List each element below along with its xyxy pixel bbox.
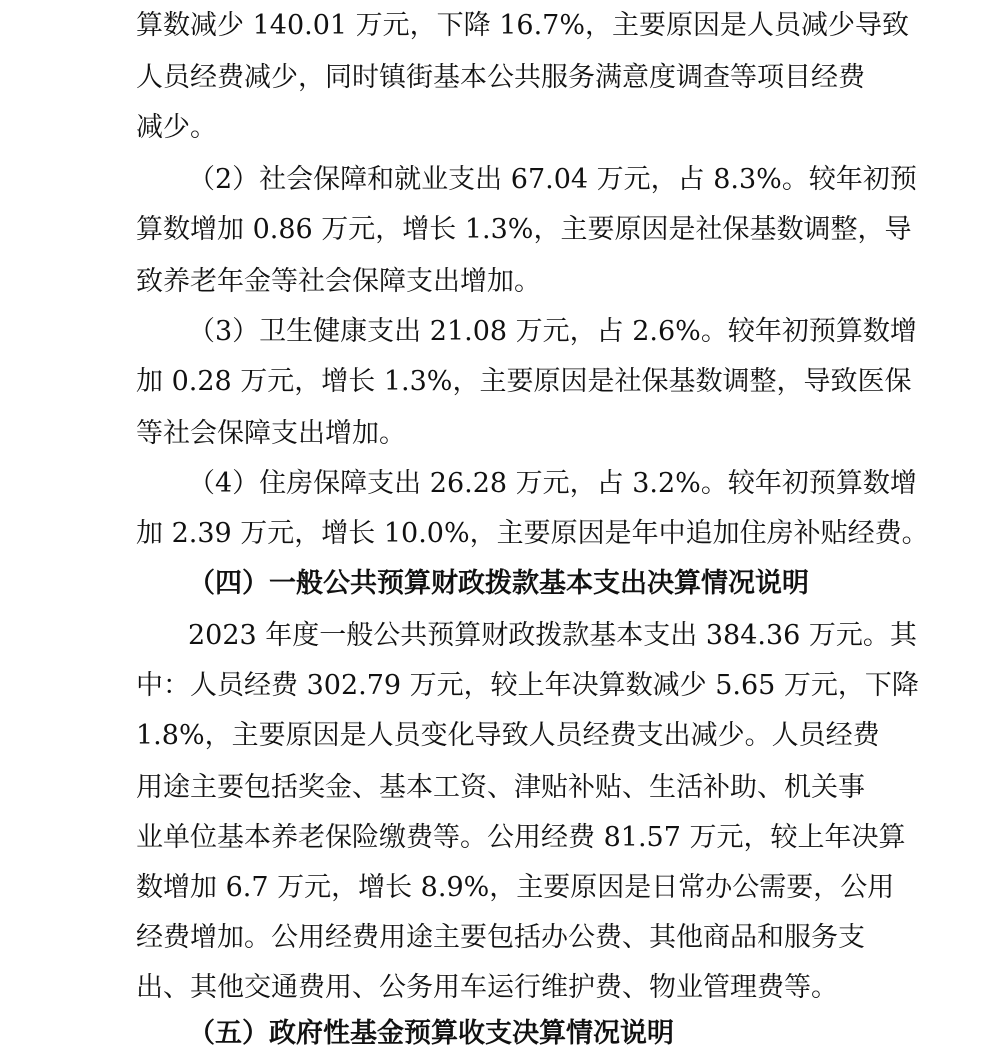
text-line: 致养老年金等社会保障支出增加。 <box>136 266 541 297</box>
text-line: （3）卫生健康支出 21.08 万元，占 2.6%。较年初预算数增 <box>188 316 917 347</box>
text-line: 数增加 6.7 万元，增长 8.9%，主要原因是日常办公需要，公用 <box>136 872 895 903</box>
text-line: 减少。 <box>136 112 217 143</box>
text-line: 经费增加。公用经费用途主要包括办公费、其他商品和服务支 <box>136 922 865 953</box>
text-line: 1.8%，主要原因是人员变化导致人员经费支出减少。人员经费 <box>136 720 880 751</box>
text-line: 加 2.39 万元，增长 10.0%，主要原因是年中追加住房补贴经费。 <box>136 518 929 549</box>
text-line: （2）社会保障和就业支出 67.04 万元，占 8.3%。较年初预 <box>188 164 917 195</box>
text-line: 人员经费减少，同时镇街基本公共服务满意度调查等项目经费 <box>136 62 865 93</box>
text-line: 出、其他交通费用、公务用车运行维护费、物业管理费等。 <box>136 972 838 1003</box>
text-line: 加 0.28 万元，增长 1.3%，主要原因是社保基数调整，导致医保 <box>136 366 912 397</box>
text-line: 算数减少 140.01 万元，下降 16.7%，主要原因是人员减少导致 <box>136 10 909 41</box>
text-line: 中：人员经费 302.79 万元，较上年决算数减少 5.65 万元，下降 <box>136 670 919 701</box>
text-line: 用途主要包括奖金、基本工资、津贴补贴、生活补助、机关事 <box>136 772 865 803</box>
section-heading: （五）政府性基金预算收支决算情况说明 <box>188 1018 674 1049</box>
text-line: 业单位基本养老保险缴费等。公用经费 81.57 万元，较上年决算 <box>136 822 906 853</box>
text-line: 算数增加 0.86 万元，增长 1.3%，主要原因是社保基数调整，导 <box>136 214 912 245</box>
text-line: 等社会保障支出增加。 <box>136 418 406 449</box>
text-line: （4）住房保障支出 26.28 万元，占 3.2%。较年初预算数增 <box>188 468 917 499</box>
text-line: 2023 年度一般公共预算财政拨款基本支出 384.36 万元。其 <box>188 620 917 651</box>
section-heading: （四）一般公共预算财政拨款基本支出决算情况说明 <box>188 568 809 599</box>
